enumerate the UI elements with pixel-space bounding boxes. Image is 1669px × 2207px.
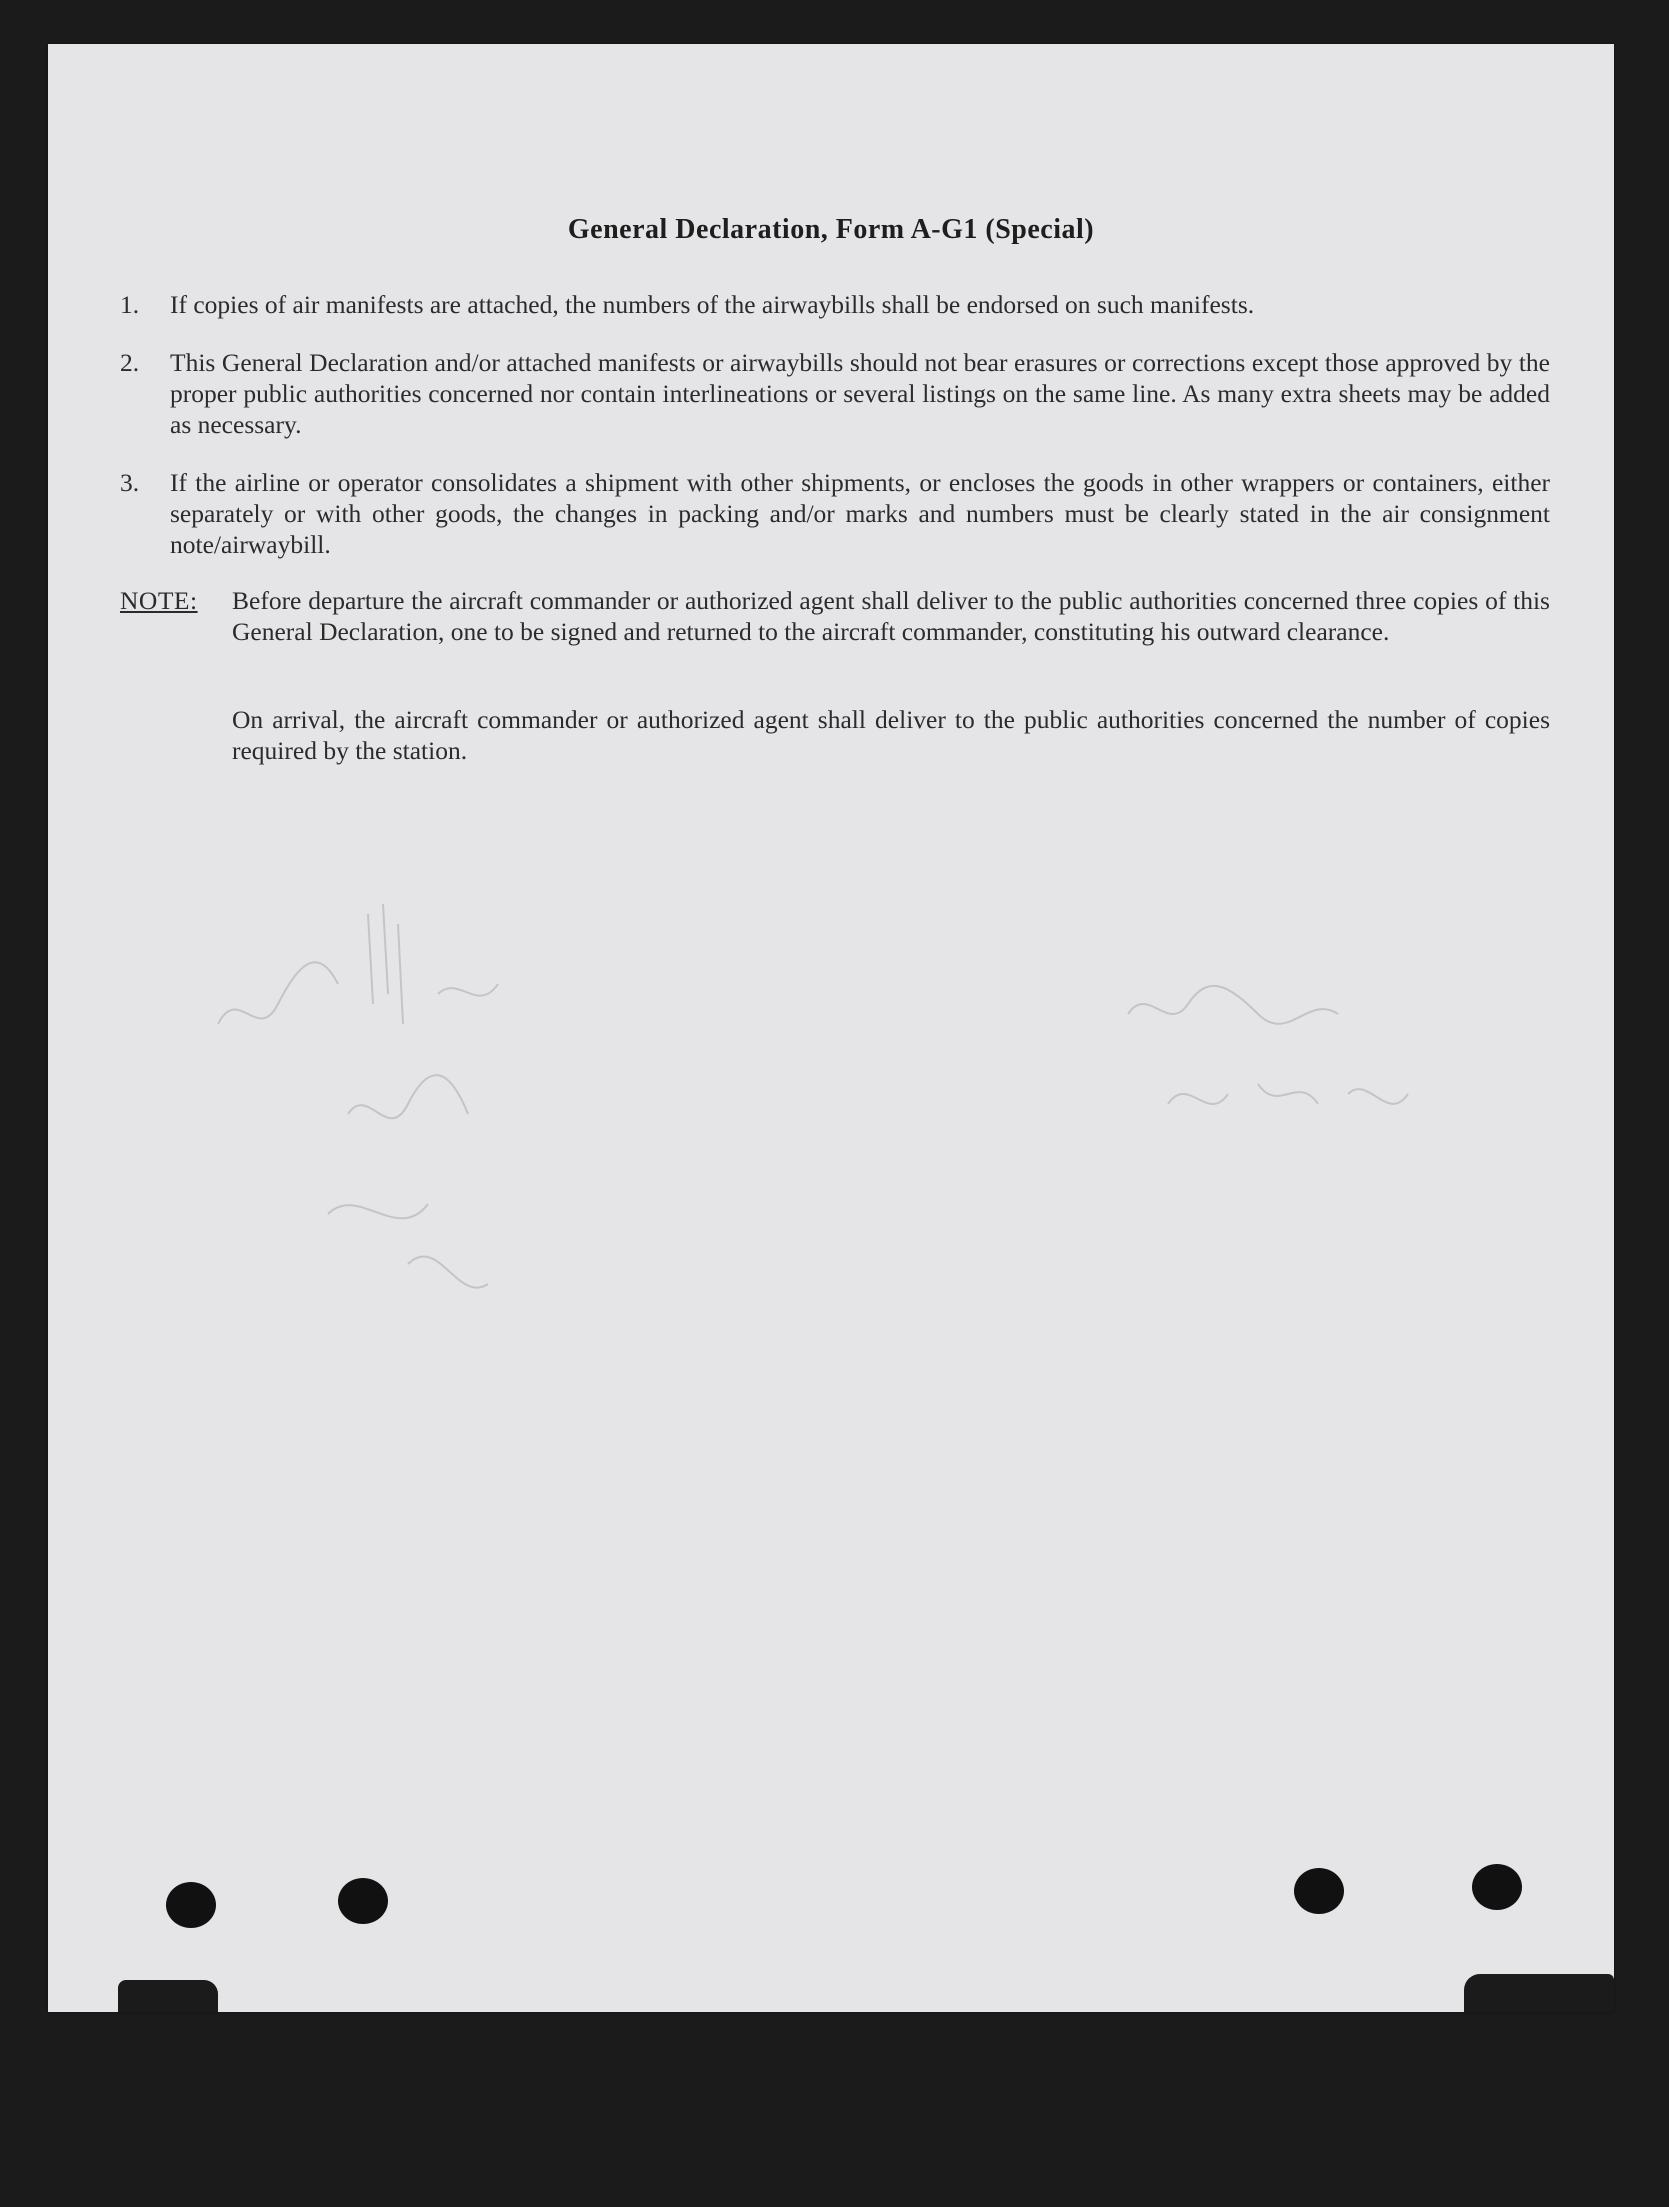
form-page <box>48 44 1614 2012</box>
punch-hole <box>338 1878 388 1924</box>
bleed-through-scribble <box>198 884 678 1364</box>
note-label: NOTE: <box>120 586 198 615</box>
punch-hole <box>166 1882 216 1928</box>
form-title: General Declaration, Form A-G1 (Special) <box>567 214 1095 245</box>
note-block <box>120 585 1550 681</box>
punch-hole <box>1294 1868 1344 1914</box>
instruction-text: This General Declaration and/or attached manifests or airwaybills should not bear erasures or corrections except those approved by the proper public authorities concerned nor contain interlineations or several listings on the same line. As many extra sheets may be added as necessary. <box>170 348 1550 439</box>
note-departure-text: Before departure the aircraft commander or authorized agent shall deliver to the public authorities concerned three copies of this General Declaration, one to be signed and returned to the aircraft commander, constituting his outward clearance. <box>232 586 1550 646</box>
instruction-number: 2. <box>120 348 140 377</box>
punch-hole <box>1472 1864 1522 1910</box>
instruction-item <box>120 289 1550 321</box>
torn-edge <box>1464 1974 1614 2012</box>
instruction-text: If the airline or operator consolidates a shipment with other shipments, or encloses the goods in other wrappers or containers, either separately or with other goods, the changes in packing and/or marks and numbers must be clearly stated in the air consignment note/airwaybill. <box>170 468 1550 559</box>
instruction-number: 3. <box>120 468 140 497</box>
note-arrival-text: On arrival, the aircraft commander or authorized agent shall deliver to the public authorities concerned the number of copies required by the station. <box>232 705 1550 765</box>
instruction-item <box>120 467 1550 563</box>
instruction-item <box>120 347 1550 443</box>
instruction-text: If copies of air manifests are attached, the numbers of the airwaybills shall be endorsed on such manifests. <box>170 290 1255 319</box>
instruction-number: 1. <box>120 290 140 319</box>
torn-edge <box>118 1980 218 2012</box>
bleed-through-numbers <box>1108 974 1488 1194</box>
